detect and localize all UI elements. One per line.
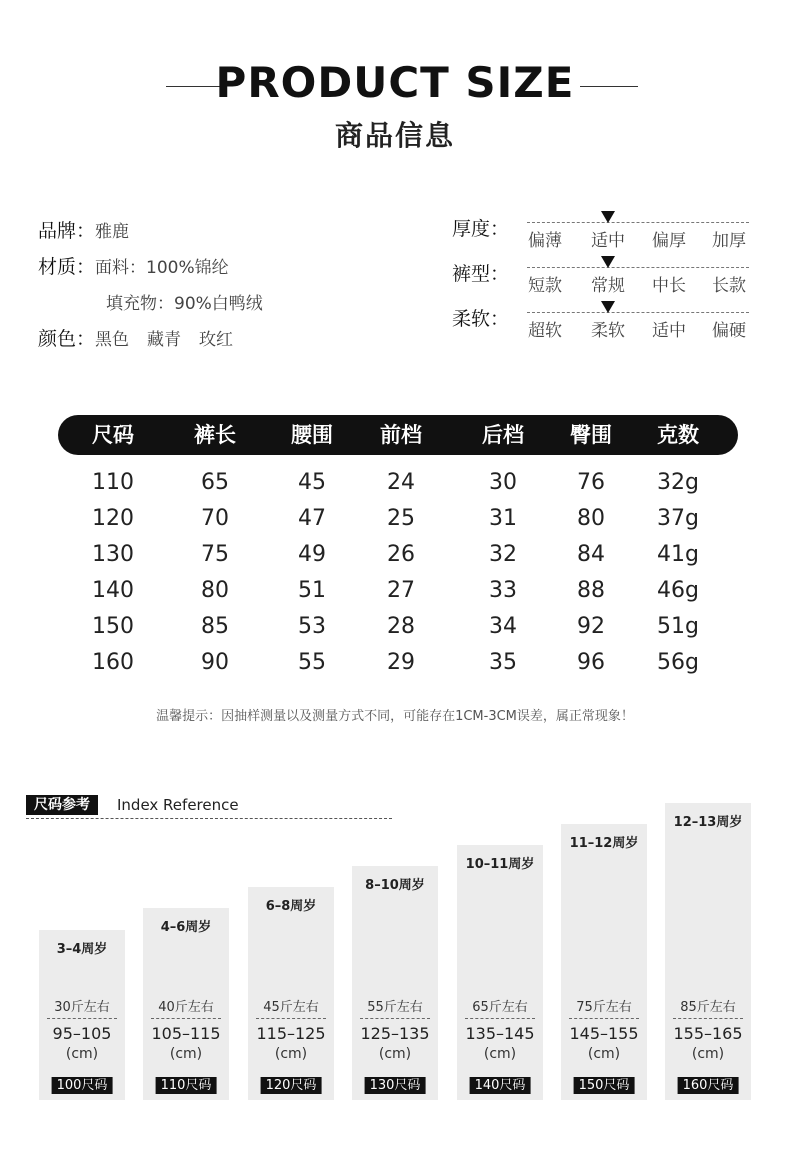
card-height: 145–155 — [569, 1024, 639, 1043]
brand-row — [38, 216, 129, 243]
size-table-column-header: 腰围 — [291, 423, 333, 447]
table-cell: 45 — [298, 470, 326, 495]
material-fill-row — [106, 289, 263, 314]
size-reference-card — [39, 930, 125, 1100]
table-cell: 84 — [577, 542, 605, 567]
card-divider — [47, 1018, 117, 1019]
card-age: 8–10周岁 — [365, 878, 425, 893]
size-reference-card — [143, 908, 229, 1100]
scale-label: 裤型： — [452, 263, 510, 285]
page-subtitle: 商品信息 — [334, 119, 455, 152]
table-cell: 76 — [577, 470, 605, 495]
table-cell: 31 — [489, 506, 517, 531]
size-table-column-header: 后档 — [482, 423, 524, 447]
scale-option: 适中 — [652, 321, 686, 341]
index-reference-tag: 尺码参考 — [26, 795, 98, 815]
scale-dashed-line — [527, 312, 749, 313]
card-weight: 30斤左右 — [54, 1000, 110, 1015]
table-cell: 80 — [201, 578, 229, 603]
card-size-badge: 160尺码 — [678, 1077, 739, 1094]
card-divider — [673, 1018, 743, 1019]
table-cell: 96 — [577, 650, 605, 675]
material-row — [38, 252, 229, 279]
scale-option: 加厚 — [712, 231, 746, 251]
card-unit: (cm) — [587, 1046, 621, 1062]
card-size-badge: 100尺码 — [52, 1077, 113, 1094]
card-unit: (cm) — [169, 1046, 203, 1062]
table-cell: 29 — [387, 650, 415, 675]
scale-row — [452, 259, 752, 299]
table-cell: 32g — [657, 470, 699, 495]
table-cell: 33 — [489, 578, 517, 603]
scale-dashed-line — [527, 222, 749, 223]
scale-marker-icon — [601, 211, 615, 223]
card-age: 10–11周岁 — [465, 857, 535, 872]
table-cell: 35 — [489, 650, 517, 675]
card-unit: (cm) — [378, 1046, 412, 1062]
table-cell: 41g — [657, 542, 699, 567]
table-cell: 34 — [489, 614, 517, 639]
table-cell: 75 — [201, 542, 229, 567]
scale-option: 短款 — [528, 276, 562, 296]
card-divider — [569, 1018, 639, 1019]
scale-option: 偏硬 — [712, 321, 746, 341]
title-right-rule — [580, 86, 638, 87]
card-divider — [151, 1018, 221, 1019]
size-reference-card — [352, 866, 438, 1100]
scale-label: 柔软： — [452, 308, 510, 330]
size-table-column-header: 尺码 — [92, 423, 134, 447]
card-unit: (cm) — [483, 1046, 517, 1062]
scale-option: 偏薄 — [528, 231, 562, 251]
card-height: 135–145 — [465, 1024, 535, 1043]
color-option: 黑色 — [95, 330, 130, 350]
card-weight: 40斤左右 — [158, 1000, 214, 1015]
table-cell: 120 — [92, 506, 134, 531]
card-weight: 75斤左右 — [576, 1000, 632, 1015]
table-cell: 37g — [657, 506, 699, 531]
card-unit: (cm) — [274, 1046, 308, 1062]
card-age: 6–8周岁 — [265, 899, 317, 914]
size-reference-card — [457, 845, 543, 1100]
table-cell: 56g — [657, 650, 699, 675]
table-cell: 110 — [92, 470, 134, 495]
card-age: 11–12周岁 — [569, 836, 639, 851]
card-weight: 65斤左右 — [472, 1000, 528, 1015]
table-cell: 30 — [489, 470, 517, 495]
card-size-badge: 130尺码 — [365, 1077, 426, 1094]
size-reference-card — [248, 887, 334, 1100]
scale-dashed-line — [527, 267, 749, 268]
size-table-column-header: 臀围 — [570, 423, 612, 447]
table-cell: 51 — [298, 578, 326, 603]
table-cell: 53 — [298, 614, 326, 639]
material-fill: 填充物：90%白鸭绒 — [106, 294, 263, 314]
card-unit: (cm) — [65, 1046, 99, 1062]
color-label: 颜色： — [38, 328, 96, 350]
scale-row — [452, 214, 752, 254]
table-row — [0, 573, 790, 609]
scale-option: 常规 — [591, 276, 625, 296]
card-weight: 55斤左右 — [367, 1000, 423, 1015]
table-cell: 49 — [298, 542, 326, 567]
scale-label: 厚度： — [452, 218, 510, 240]
card-age: 4–6周岁 — [160, 920, 212, 935]
table-cell: 92 — [577, 614, 605, 639]
scale-option: 适中 — [591, 231, 625, 251]
card-size-badge: 120尺码 — [261, 1077, 322, 1094]
color-option: 藏青 — [147, 330, 182, 350]
card-height: 105–115 — [151, 1024, 221, 1043]
color-option: 玫红 — [199, 330, 234, 350]
card-divider — [256, 1018, 326, 1019]
page-title: PRODUCT SIZE — [215, 58, 575, 107]
table-cell: 51g — [657, 614, 699, 639]
table-cell: 85 — [201, 614, 229, 639]
table-cell: 65 — [201, 470, 229, 495]
card-age: 12–13周岁 — [673, 815, 743, 830]
table-cell: 90 — [201, 650, 229, 675]
scale-option: 中长 — [652, 276, 686, 296]
table-cell: 32 — [489, 542, 517, 567]
brand-value: 雅鹿 — [95, 222, 130, 242]
size-table-header — [58, 415, 738, 455]
table-cell: 27 — [387, 578, 415, 603]
size-reference-card — [561, 824, 647, 1100]
material-label: 材质： — [38, 256, 96, 278]
card-size-badge: 150尺码 — [574, 1077, 635, 1094]
table-cell: 28 — [387, 614, 415, 639]
scale-option: 偏厚 — [652, 231, 686, 251]
size-table-column-header: 裤长 — [194, 423, 236, 447]
table-cell: 26 — [387, 542, 415, 567]
card-height: 115–125 — [256, 1024, 326, 1043]
scale-option: 超软 — [528, 321, 562, 341]
table-row — [0, 537, 790, 573]
table-cell: 46g — [657, 578, 699, 603]
index-reference-title: Index Reference — [117, 796, 239, 814]
scale-row — [452, 304, 752, 344]
card-weight: 45斤左右 — [263, 1000, 319, 1015]
card-divider — [360, 1018, 430, 1019]
index-reference-divider — [26, 818, 392, 819]
table-cell: 25 — [387, 506, 415, 531]
card-height: 125–135 — [360, 1024, 430, 1043]
table-cell: 130 — [92, 542, 134, 567]
material-fabric: 面料：100%锦纶 — [95, 258, 229, 278]
card-size-badge: 140尺码 — [470, 1077, 531, 1094]
card-age: 3–4周岁 — [56, 942, 108, 957]
table-row — [0, 645, 790, 681]
table-cell: 80 — [577, 506, 605, 531]
table-cell: 55 — [298, 650, 326, 675]
scale-option: 长款 — [712, 276, 746, 296]
size-reference-card — [665, 803, 751, 1100]
table-cell: 70 — [201, 506, 229, 531]
table-row — [0, 609, 790, 645]
table-cell: 24 — [387, 470, 415, 495]
brand-label: 品牌： — [38, 220, 96, 242]
card-size-badge: 110尺码 — [156, 1077, 217, 1094]
table-cell: 88 — [577, 578, 605, 603]
scale-marker-icon — [601, 301, 615, 313]
table-cell: 150 — [92, 614, 134, 639]
size-table-column-header: 克数 — [657, 423, 699, 447]
measurement-note: 温馨提示：因抽样测量以及测量方式不同，可能存在1CM-3CM误差，属正常现象！ — [156, 709, 634, 724]
scale-marker-icon — [601, 256, 615, 268]
card-height: 95–105 — [52, 1024, 112, 1043]
card-height: 155–165 — [673, 1024, 743, 1043]
scale-option: 柔软 — [591, 321, 625, 341]
table-row — [0, 501, 790, 537]
table-row — [0, 465, 790, 501]
size-table-column-header: 前档 — [380, 423, 422, 447]
table-cell: 160 — [92, 650, 134, 675]
card-divider — [465, 1018, 535, 1019]
card-unit: (cm) — [691, 1046, 725, 1062]
color-row — [38, 324, 233, 351]
table-cell: 140 — [92, 578, 134, 603]
card-weight: 85斤左右 — [680, 1000, 736, 1015]
table-cell: 47 — [298, 506, 326, 531]
